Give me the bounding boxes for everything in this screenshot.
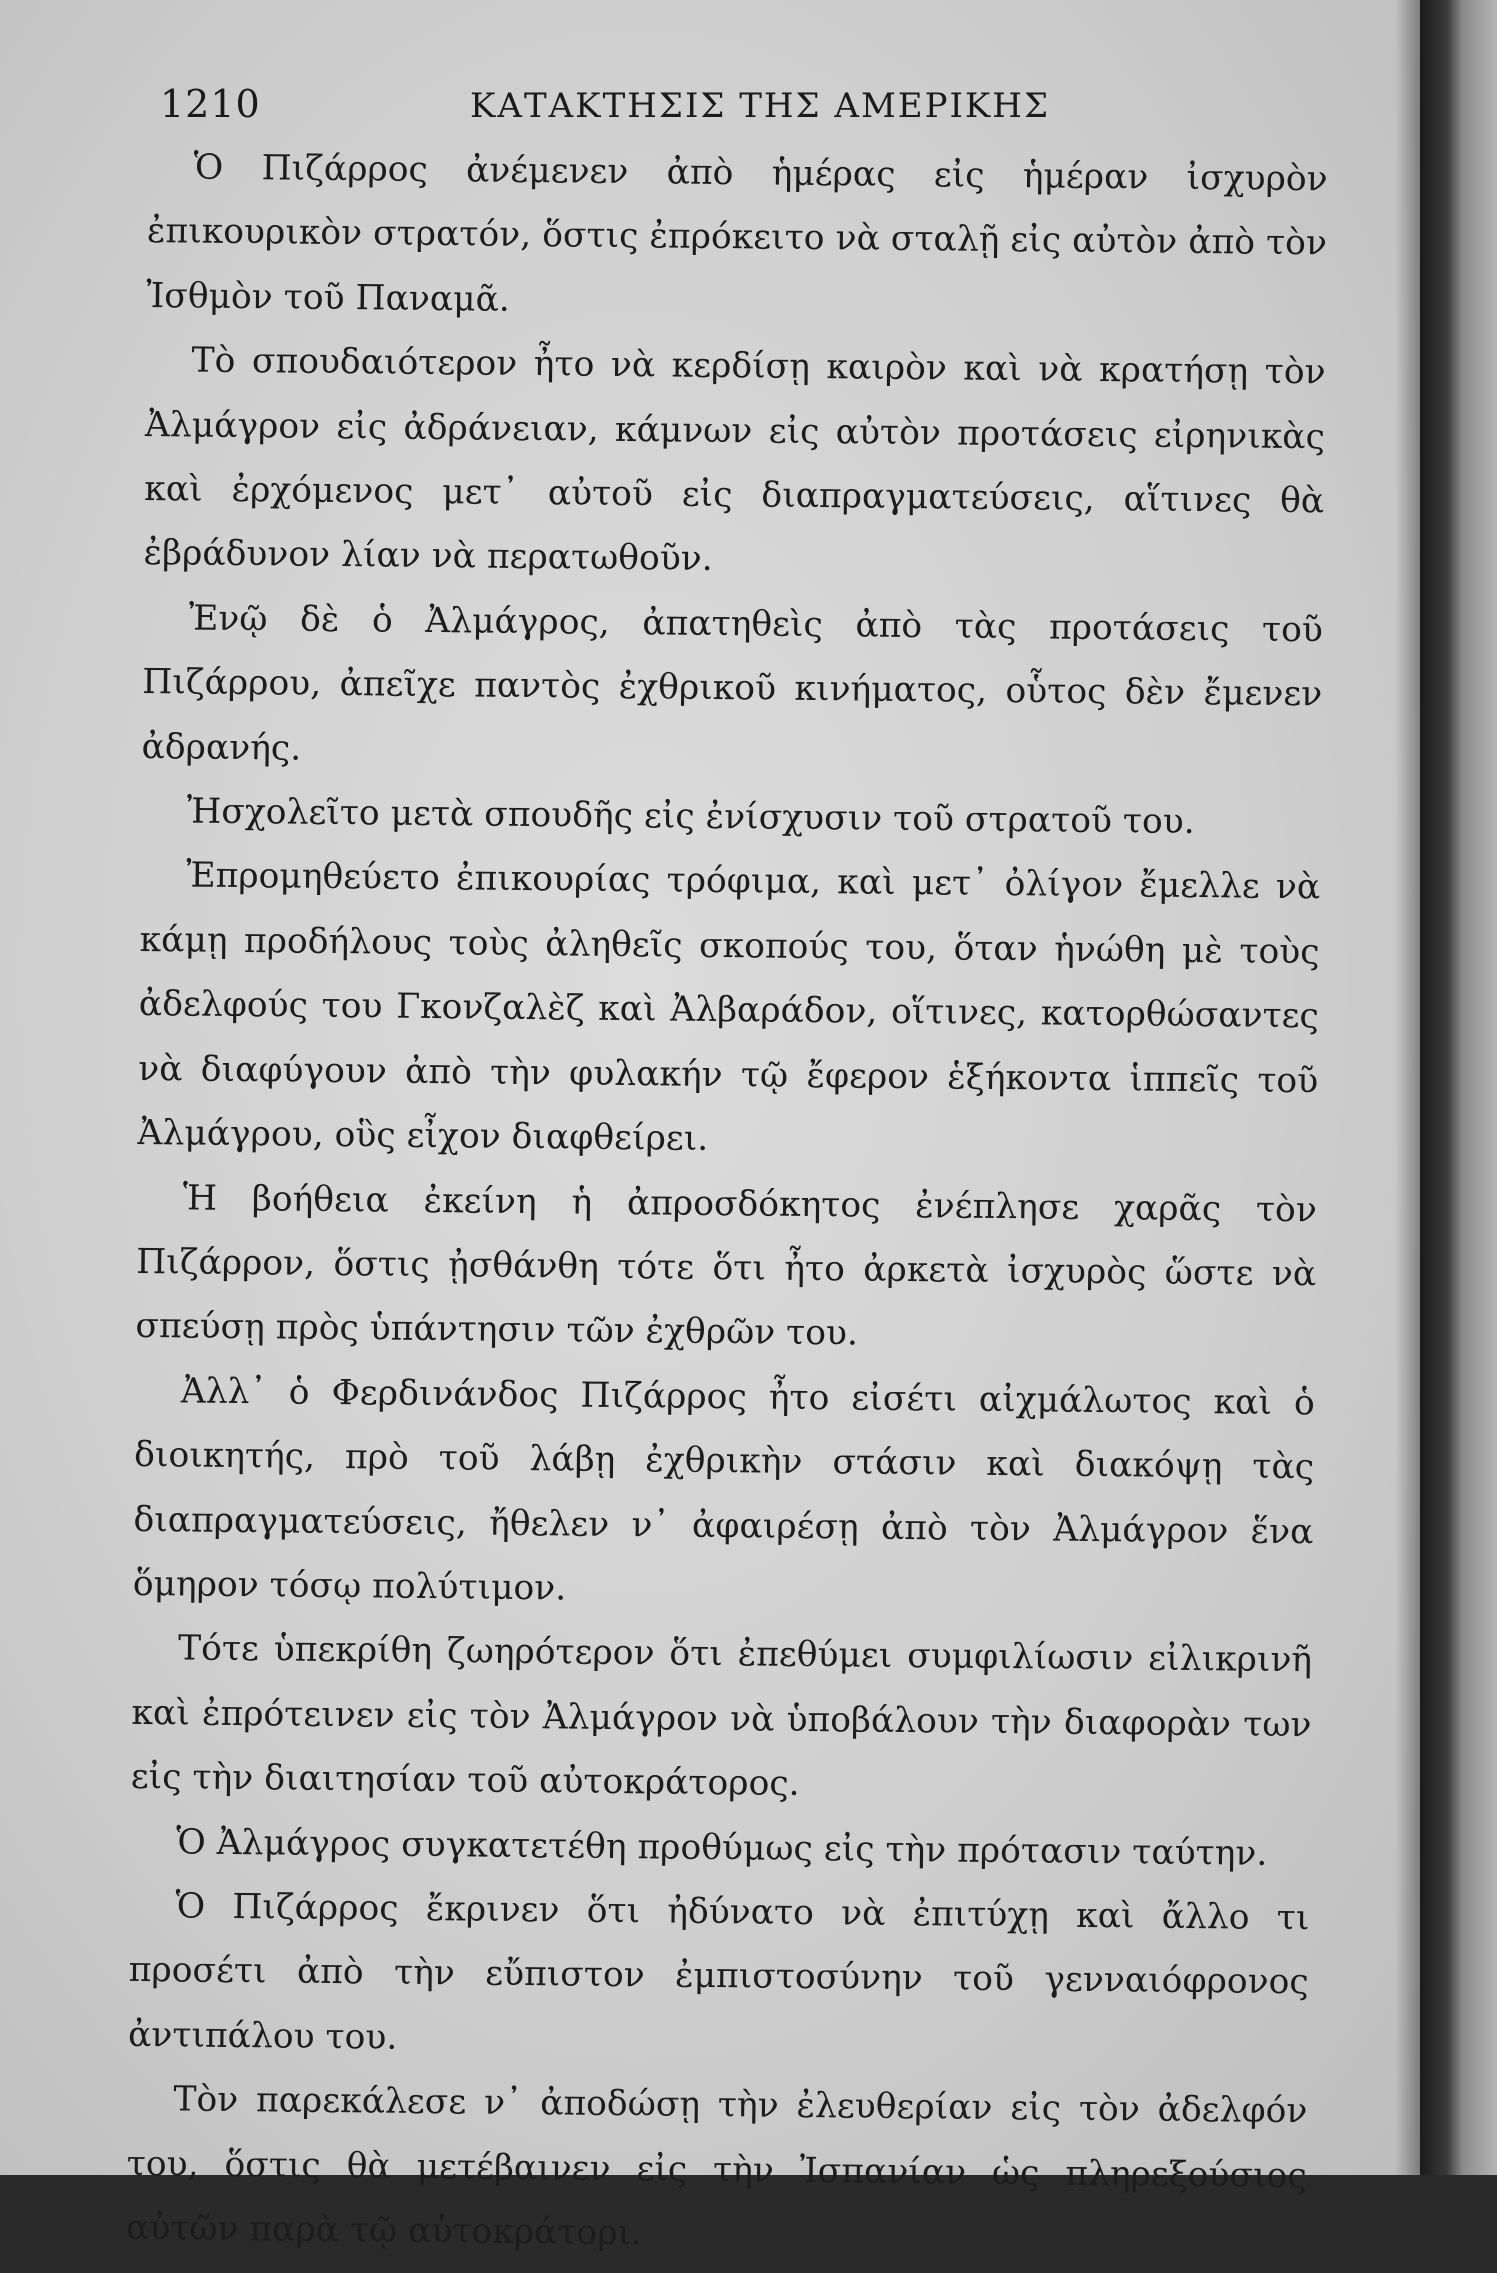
paragraph: Ὁ Πιζάρρος ἔκρινεν ὅτι ἠδύνατο νὰ ἐπιτύχῃ καὶ ἄλλο τι προσέτι ἀπὸ τὴν εὔπιστον ἐμπιστοσύνην τοῦ γενναιόφρονος ἀντιπάλου του. xyxy=(127,1886,1310,2058)
paragraph: Ὁ Πιζάρρος ἀνέμενεν ἀπὸ ἡμέρας εἰς ἡμέραν ἰσχυρὸν ἐπικουρικὸν στρατόν, ὅστις ἐπρόκειτο νὰ σταλῇ εἰς αὐτὸν ἀπὸ τὸν Ἰσθμὸν τοῦ Παναμᾶ. xyxy=(146,147,1328,320)
paragraph: Τότε ὑπεκρίθη ζωηρότερον ὅτι ἐπεθύμει συμφιλίωσιν εἰλικρινῆ καὶ ἐπρότεινεν εἰς τὸν Ἀλμάγρον νὰ ὑποβάλουν τὴν διαφορὰν των εἰς τὴν διαιτησίαν τοῦ αὐτοκράτορος. xyxy=(130,1628,1313,1805)
paragraph: Ἀλλ᾽ ὁ Φερδινάνδος Πιζάρρος ἦτο εἰσέτι αἰχμάλωτος καὶ ὁ διοικητής, πρὸ τοῦ λάβῃ ἐχθρικὴν στάσιν καὶ διακόψῃ τὰς διαπραγματεύσεις, ἤθελεν ν᾽ ἀφαιρέσῃ ἀπὸ τὸν Ἀλμάγρον ἕνα ὅμηρον τόσῳ πολύτιμον. xyxy=(132,1371,1315,1609)
paragraph: Ἐνῷ δὲ ὁ Ἀλμάγρος, ἀπατηθεὶς ἀπὸ τὰς προτάσεις τοῦ Πιζάρρου, ἀπεῖχε παντὸς ἐχθρικοῦ κινήματος, οὗτος δὲν ἔμενεν ἀδρανής. xyxy=(141,598,1324,769)
paragraph: Ἐπρομηθεύετο ἐπικουρίας τρόφιμα, καὶ μετ᾽ ὀλίγον ἔμελλε νὰ κάμῃ προδήλους τοὺς ἀληθεῖς σκοπούς του, ὅταν ἡνώθη μὲ τοὺς ἀδελφούς του Γκονζαλὲζ καὶ Ἀλβαράδον, οἵτινες, κατορθώσαντες νὰ διαφύγουν ἀπὸ τὴν φυλακήν τῷ ἔφερον ἑξήκοντα ἱππεῖς τοῦ Ἀλμάγρου, οὓς εἶχον διαφθείρει. xyxy=(137,855,1321,1160)
paragraph: Τὸ σπουδαιότερον ἦτο νὰ κερδίσῃ καιρὸν καὶ νὰ κρατήσῃ τὸν Ἀλμάγρον εἰς ἀδράνειαν, κάμνων εἰς αὐτὸν προτάσεις εἰρηνικὰς καὶ ἐρχόμενος μετ᾽ αὐτοῦ εἰς διαπραγματεύσεις, αἵτινες θὰ ἐβράδυνον λίαν νὰ περατωθοῦν. xyxy=(143,340,1326,580)
paragraph: Ἡ βοήθεια ἐκείνη ἡ ἀπροσδόκητος ἐνέπλησε χαρᾶς τὸν Πιζάρρον, ὅστις ᾐσθάνθη τότε ὅτι ἦτο ἀρκετὰ ἰσχυρὸς ὥστε νὰ σπεύσῃ πρὸς ὑπάντησιν τῶν ἐχθρῶν του. xyxy=(135,1177,1318,1354)
page-number: 1210 xyxy=(160,82,261,126)
book-edge xyxy=(1420,0,1497,2175)
paragraph: Ἠσχολεῖτο μετὰ σπουδῆς εἰς ἐνίσχυσιν τοῦ στρατοῦ του. xyxy=(186,791,1195,843)
paragraph: Τὸν παρεκάλεσε ν᾽ ἀποδώσῃ τὴν ἐλευθερίαν εἰς τὸν ἀδελφόν του, ὅστις θὰ μετέβαινεν εἰς τὴν Ἰσπανίαν ὡς πληρεξούσιος αὐτῶν παρὰ τῷ αὐτοκράτορι. xyxy=(125,2079,1308,2254)
page-header xyxy=(150,82,1330,142)
paragraph: Ὁ Ἀλμάγρος συγκατετέθη προθύμως εἰς τὴν πρότασιν ταύτην. xyxy=(175,1821,1268,1874)
page-gutter-shadow xyxy=(1395,0,1420,2175)
running-head-title: ΚΑΤΑΚΤΗΣΙΣ ΤΗΣ ΑΜΕΡΙΚΗΣ xyxy=(470,86,1050,126)
body-text xyxy=(126,135,1328,2273)
